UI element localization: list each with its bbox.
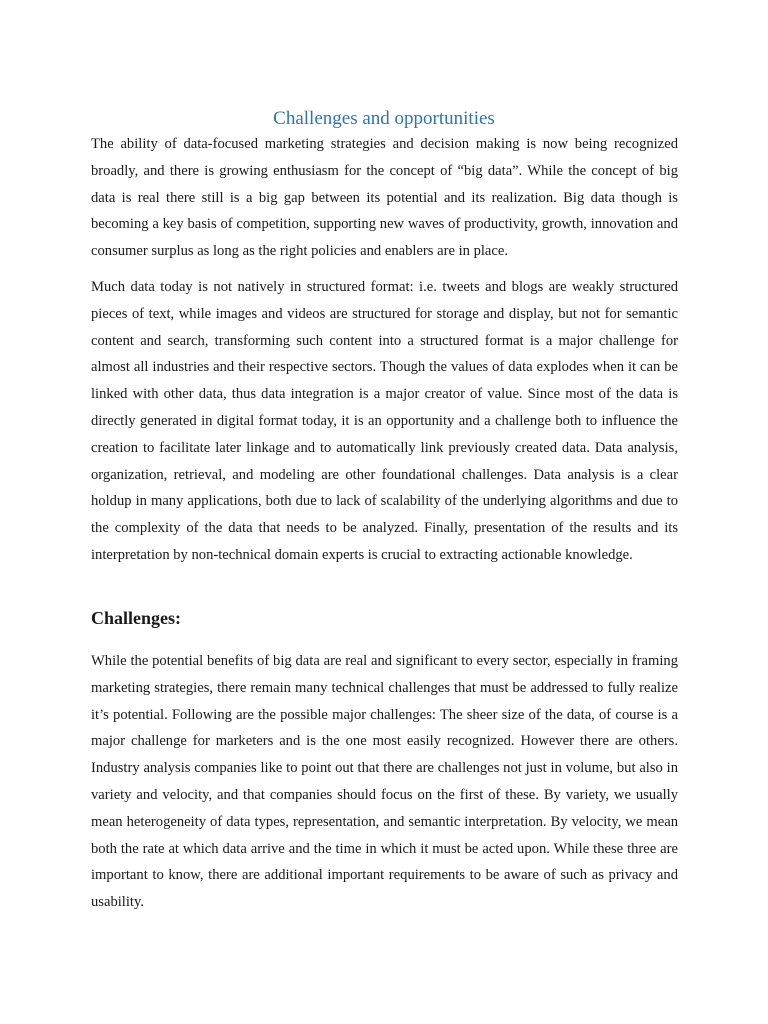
challenges-paragraph: While the potential benefits of big data are real and significant to every sector, especially in framing marketing strategies, there remain many technical challenges that must be addressed to fully realize it’s potential. Following are the possible major challenges: The sheer size of the data, of course is a major challenge for marketers and is the one most easily recognized. However there are others. Industry analysis companies like to point out that there are challenges not just in volume, but also in variety and velocity, and that companies should focus on the first of these. By variety, we usually mean heterogeneity of data types, representation, and semantic interpretation. By velocity, we mean both the rate at which data arrive and the time in which it must be acted upon. While these three are important to know, there are additional important requirements to be aware of such as privacy and usability. [91, 653, 678, 911]
data-structure-paragraph: Much data today is not natively in structured format: i.e. tweets and blogs are weakly structured pieces of text, while images and videos are structured for storage and display, but not for semantic content and search, transforming such content into a structured format is a major challenge for almost all industries and their respective sectors. Though the values of data explodes when it can be linked with other data, thus data integration is a major creator of value. Since most of the data is directly generated in digital format today, it is an opportunity and a challenge both to influence the creation to facilitate later linkage and to automatically link previously created data. Data analysis, organization, retrieval, and modeling are other foundational challenges. Data analysis is a clear holdup in many applications, both due to lack of scalability of the underlying algorithms and due to the complexity of the data that needs to be analyzed. Finally, presentation of the results and its interpretation by non-technical domain experts is crucial to extracting actionable knowledge. [91, 279, 678, 563]
document-title: Challenges and opportunities [273, 108, 495, 129]
intro-paragraph: The ability of data-focused marketing strategies and decision making is now being recognized broadly, and there is growing enthusiasm for the concept of “big data”. While the concept of big data is real there still is a big gap between its potential and its realization. Big data though is becoming a key basis of competition, supporting new waves of productivity, growth, innovation and consumer surplus as long as the right policies and enablers are in place. [91, 136, 678, 260]
challenges-heading: Challenges: [91, 608, 181, 628]
